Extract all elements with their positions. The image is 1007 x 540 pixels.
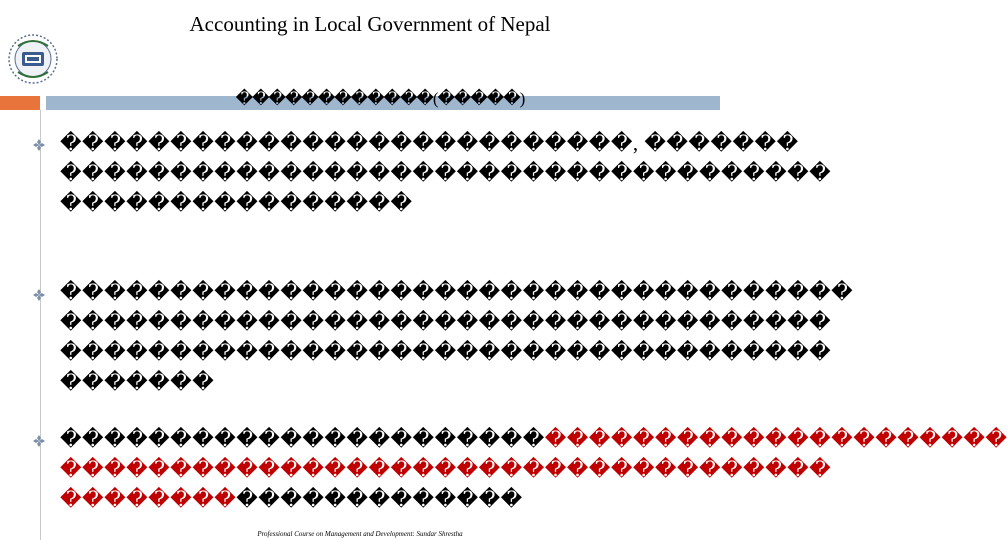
text-segment: ����������������������������������� (60, 310, 832, 334)
text-segment: ���������������������� (60, 427, 545, 451)
paragraph-line (60, 424, 1007, 454)
text-segment: ������������������������������������ (60, 280, 854, 304)
paragraph-line (60, 158, 832, 188)
text-segment: ����������������������������������� (60, 340, 832, 364)
paragraph-line (60, 277, 854, 307)
text-segment: �������� (60, 487, 237, 511)
text-segment: ����������������������������������� (60, 457, 832, 481)
local-government-emblem-icon (6, 32, 60, 86)
slide-subtitle: ������������(�����) (235, 89, 525, 108)
slide-footer: Professional Course on Management and Development: Sundar Shrestha (257, 530, 463, 538)
paragraph-line (60, 454, 832, 484)
text-segment: ����������������������������������� (60, 161, 832, 185)
text-segment: ������������� (236, 487, 523, 511)
slide-title: Accounting in Local Government of Nepal (189, 12, 551, 36)
paragraph-line (60, 484, 720, 514)
paragraph-line (60, 307, 832, 337)
four-diamond-bullet-icon (32, 288, 46, 302)
text-segment: ��������������������������, ������� (60, 131, 799, 155)
paragraph-3 (60, 424, 1007, 514)
text-segment: ���������������� (60, 191, 413, 215)
paragraph-1 (60, 128, 832, 218)
paragraph-line (60, 367, 720, 397)
four-diamond-bullet-icon (32, 138, 46, 152)
paragraph-line (60, 337, 832, 367)
paragraph-line (60, 188, 720, 218)
four-diamond-bullet-icon (32, 434, 46, 448)
left-divider-line (40, 110, 41, 540)
text-segment: ��������������������� (544, 427, 1007, 451)
paragraph-2 (60, 277, 854, 397)
text-segment: ������� (60, 370, 215, 394)
paragraph-line (60, 128, 799, 158)
